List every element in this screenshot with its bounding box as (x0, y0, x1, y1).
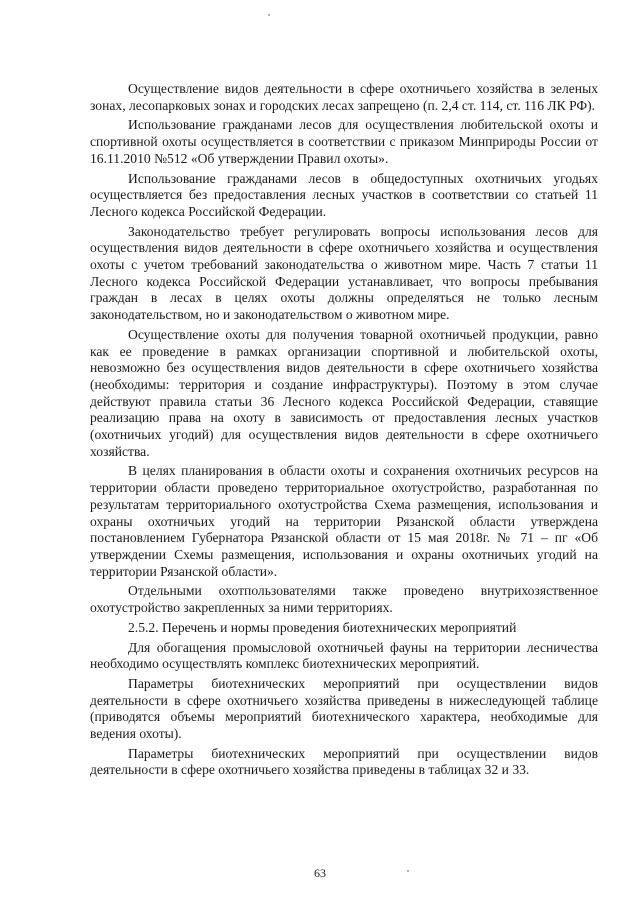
paragraph: Использование гражданами лесов для осуществления любительской охоты и спортивной охоты осуществляется в соответствии с приказом Минприроды России от 16.11.2010 №512 «Об утверждении Правил охоты». (90, 117, 598, 166)
scan-speck (268, 14, 270, 16)
paragraph: Законодательство требует регулировать вопросы использования лесов для осуществления видов деятельности в сфере охотничьего хозяйства и осуществления охоты с учетом требований законодательства о животном мире. Часть 7 статьи 11 Лесного кодекса Российской Федерации устанавливает, что вопросы пребывания граждан в лесах в целях охоты должны определяться не только лесным законодательством, но и законодательством о животном мире. (90, 223, 598, 323)
page-number: 63 (314, 866, 326, 880)
paragraph: Параметры биотехнических мероприятий при осуществлении видов деятельности в сфере охотничьего хозяйства приведены в таблицах 32 и 33. (90, 745, 598, 778)
paragraph: Осуществление охоты для получения товарной охотничьей продукции, равно как ее проведение в рамках организации спортивной и любительской охоты, невозможно без осуществления видов деятельности в сфере охотничьего хозяйства (необходимы: территория и создание инфраструктуры). Поэтому в этом случае действуют правила статьи 36 Лесного кодекса Российской Федерации, ставящие реализацию права на охоту в зависимость от предоставления лесных участков (охотничьих угодий) для осуществления видов деятельности в сфере охотничьего хозяйства. (90, 326, 598, 459)
paragraph: Параметры биотехнических мероприятий при осуществлении видов деятельности в сфере охотничьего хозяйства приведены в нижеследующей таблице (приводятся объемы мероприятий биотехнического характера, необходимые для ведения охоты). (90, 675, 598, 742)
page-body (90, 81, 598, 782)
paragraph: Использование гражданами лесов в общедоступных охотничьих угодьях осуществляется без предоставления лесных участков в соответствии со статьей 11 Лесного кодекса Российской Федерации. (90, 170, 598, 219)
paragraph: Для обогащения промысловой охотничьей фауны на территории лесничества необходимо осуществлять комплекс биотехнических мероприятий. (90, 639, 598, 672)
paragraph: В целях планирования в области охоты и сохранения охотничьих ресурсов на территории области проведено территориальное охотустройство, разработанная по результатам территориального охотустройства Схема размещения, использования и охраны охотничьих угодий на территории Рязанской области утверждена постановлением Губернатора Рязанской области от 15 мая 2018г. № 71 – пг «Об утверждении Схемы размещения, использования и охраны охотничьих угодий на территории Рязанской области». (90, 463, 598, 579)
paragraph: Осуществление видов деятельности в сфере охотничьего хозяйства в зеленых зонах, лесопарковых зонах и городских лесах запрещено (п. 2,4 ст. 114, ст. 116 ЛК РФ). (90, 81, 598, 113)
section-heading: 2.5.2. Перечень и нормы проведения биотехнических мероприятий (128, 619, 517, 635)
paragraph: Отдельными охотпользователями также проведено внутрихозяственное охотустройство закрепленных за ними территориях. (90, 583, 598, 616)
